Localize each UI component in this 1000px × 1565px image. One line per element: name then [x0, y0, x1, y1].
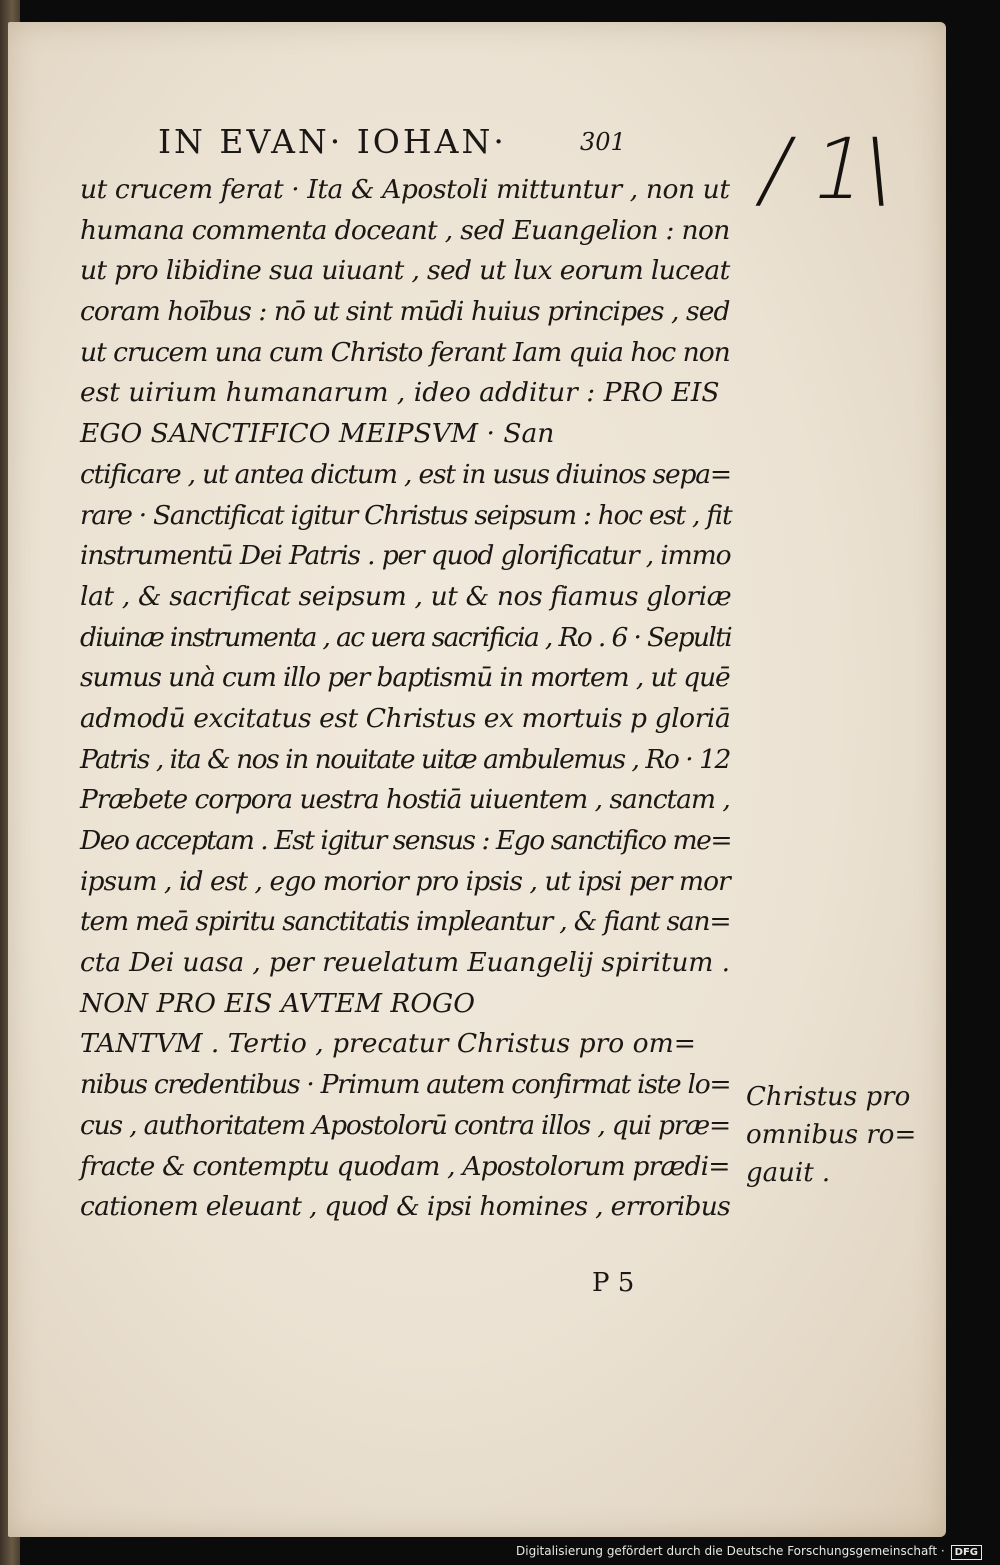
body-text: [80, 170, 730, 1228]
digitization-credit: [516, 1544, 982, 1560]
text-line: lat , & sacrificat seipsum , ut & nos fiamus gloriæ: [80, 580, 732, 612]
handwritten-shelf-mark: / 1\: [751, 120, 902, 218]
marginal-note: [746, 1078, 926, 1192]
text-line: TANTVM . Tertio , precatur Christus pro om=: [80, 1028, 696, 1060]
signature-mark: P 5: [592, 1268, 635, 1298]
text-line: coram hoībus : nō ut sint mūdi huius principes , sed: [80, 296, 730, 328]
dfg-logo: DFG: [951, 1545, 982, 1560]
marginal-note-line: omnibus ro=: [746, 1120, 917, 1150]
text-line: sumus unà cum illo per baptismū in mortem , ut quē: [80, 662, 730, 694]
running-head: IN EVAN· IOHAN·: [158, 122, 507, 161]
text-line: ipsum , id est , ego morior pro ipsis , ut ipsi per mor: [80, 865, 730, 897]
text-line: Deo acceptam . Est igitur sensus : Ego sanctifico me=: [80, 825, 732, 856]
text-line: Præbete corpora uestra hostiā uiuentem , sanctam ,: [80, 784, 730, 816]
text-line: ut crucem una cum Christo ferant Iam quia hoc non: [80, 336, 730, 368]
text-line: instrumentū Dei Patris . per quod glorificatur , immo: [80, 540, 731, 572]
text-line: admodū excitatus est Christus ex mortuis p gloriā: [80, 702, 731, 734]
text-line: nibus credentibus · Primum autem confirmat iste lo=: [80, 1069, 731, 1101]
text-line: rare · Sanctificat igitur Christus seipsum : hoc est , fit: [80, 499, 732, 531]
text-line: est uirium humanarum , ideo additur : PRO EIS: [80, 377, 720, 409]
text-line: tem meā spiritu sanctitatis impleantur , & fiant san=: [80, 906, 731, 938]
text-line: Patris , ita & nos in nouitate uitæ ambulemus , Ro · 12: [80, 743, 730, 775]
text-line: cus , authoritatem Apostolorū contra illos , qui præ=: [80, 1109, 730, 1141]
text-line: ctificare , ut antea dictum , est in usus diuinos sepa=: [80, 458, 731, 490]
text-line: ut pro libidine sua uiuant , sed ut lux eorum luceat: [80, 255, 730, 287]
marginal-note-line: Christus pro: [746, 1082, 911, 1112]
text-line: fracte & contemptu quodam , Apostolorum prædi=: [80, 1150, 730, 1182]
marginal-note-line: gauit .: [746, 1158, 831, 1188]
text-line: cta Dei uasa , per reuelatum Euangelij spiritum .: [80, 947, 730, 979]
text-line: diuinæ instrumenta , ac uera sacrificia , Ro . 6 · Sepulti: [80, 621, 732, 653]
text-line: ut crucem ferat · Ita & Apostoli mittuntur , non ut: [80, 174, 730, 205]
page-number: 301: [580, 128, 626, 156]
text-line: NON PRO EIS AVTEM ROGO: [80, 987, 475, 1019]
text-line: cationem eleuant , quod & ipsi homines , erroribus: [80, 1191, 731, 1223]
credit-text: Digitalisierung gefördert durch die Deutsche Forschungsgemeinschaft ·: [516, 1544, 945, 1558]
text-line: humana commenta doceant , sed Euangelion : non: [80, 214, 730, 246]
text-line: EGO SANCTIFICO MEIPSVM · San: [80, 418, 555, 450]
